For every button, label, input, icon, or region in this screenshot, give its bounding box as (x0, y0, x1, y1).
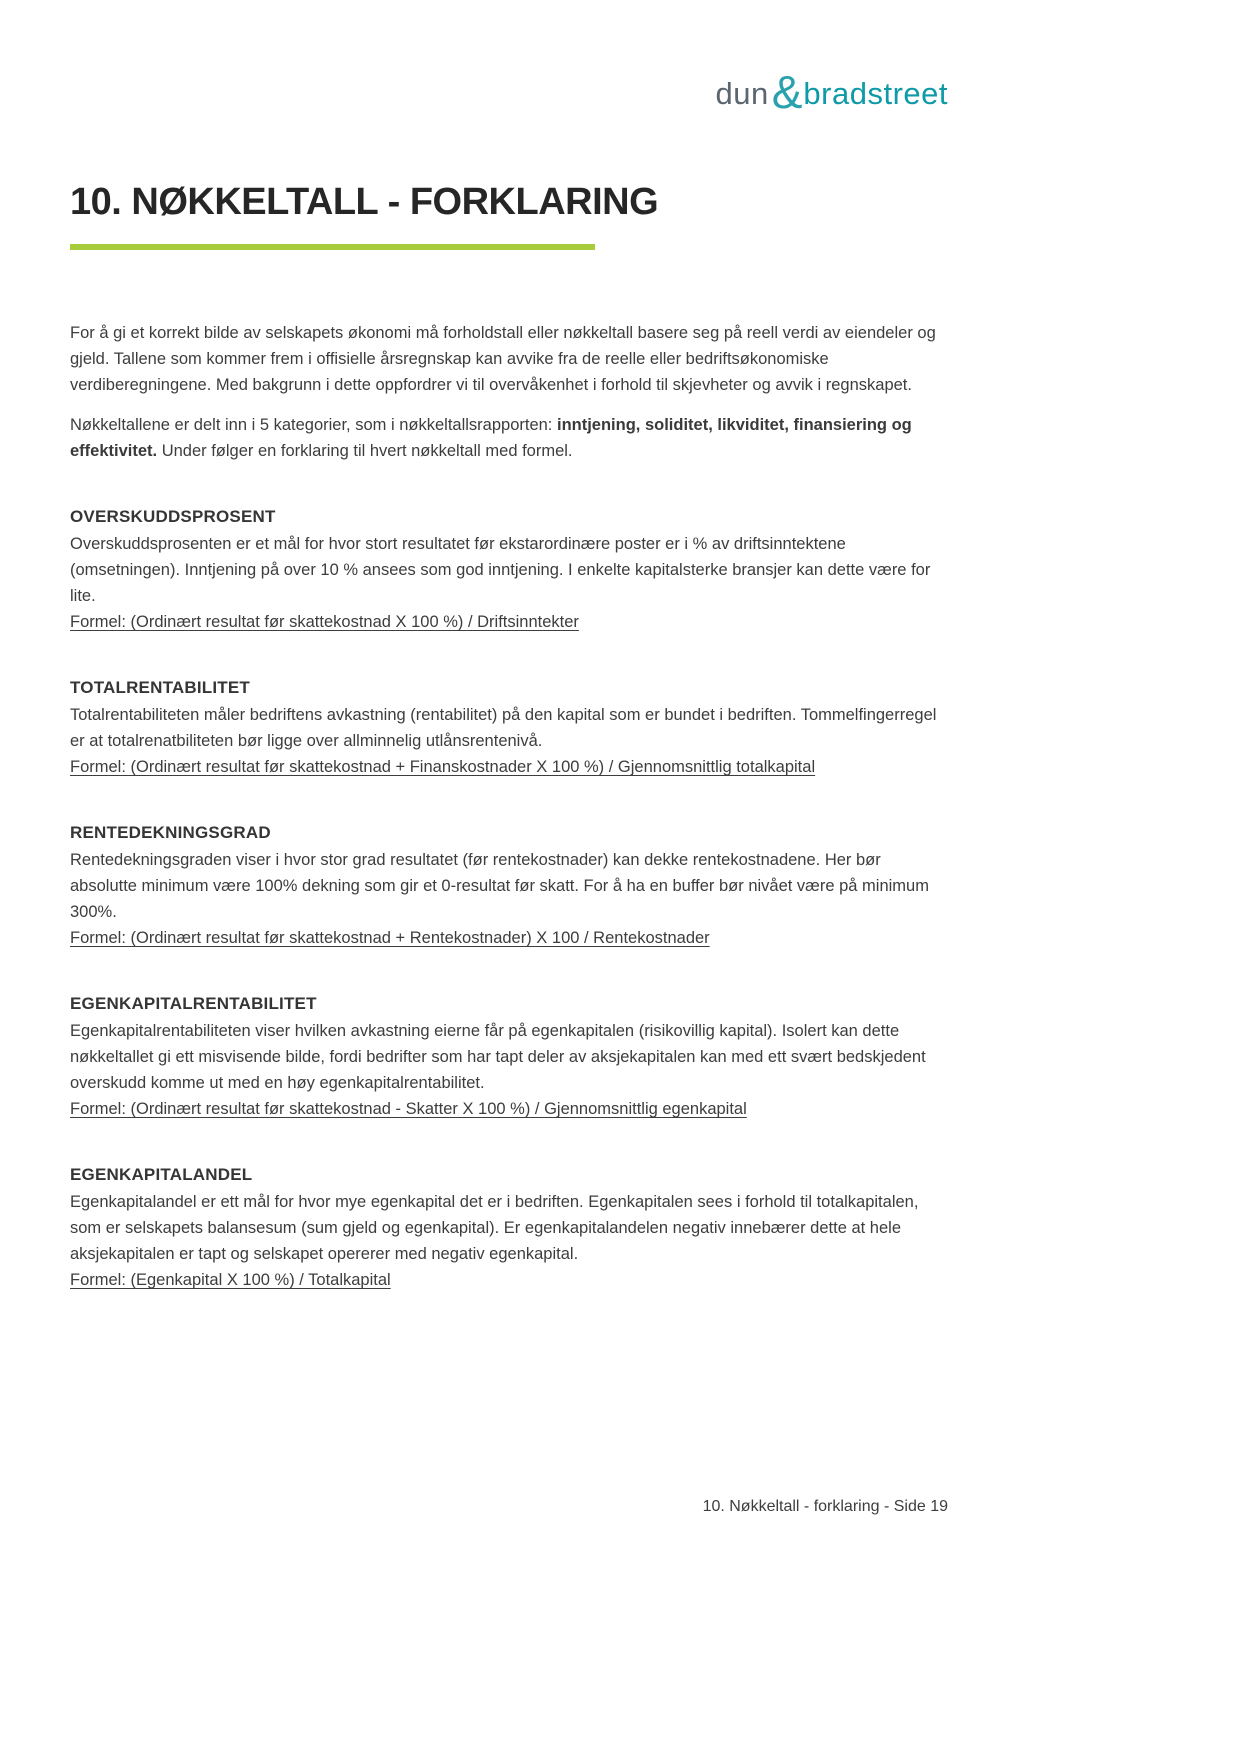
section-formula: Formel: (Ordinært resultat før skattekostnad + Finanskostnader X 100 %) / Gjennomsnittlig totalkapital (70, 758, 816, 776)
title-accent-rule (70, 244, 595, 250)
intro-paragraph-2-categories: inntjening, soliditet, likviditet, finansiering og effektivitet. (70, 416, 912, 460)
section-totalrentabilitet (70, 677, 948, 780)
section-formula: Formel: (Ordinært resultat før skattekostnad X 100 %) / Driftsinntekter (70, 613, 579, 631)
section-heading: EGENKAPITALANDEL (70, 1165, 253, 1184)
section-body: Totalrentabiliteten måler bedriftens avkastning (rentabilitet) på den kapital som er bundet i bedriften. Tommelfingerregel er at totalrenatbiliteten bør ligge over allminnelig utlånsrentenivå. (70, 706, 937, 750)
section-body: Egenkapitalrentabiliteten viser hvilken avkastning eierne får på egenkapitalen (risikovillig kapital). Isolert kan dette nøkkeltallet gi ett misvisende bilde, fordi bedrifter som har tapt deler av aksjekapitalen kan med ett svært bedskjedent overskudd komme ut med en høy egenkapitalrentabilitet. (70, 1022, 926, 1092)
section-body: Overskuddsprosenten er et mål for hvor stort resultatet før ekstarordinære poster er i % av driftsinntektene (omsetningen). Inntjening på over 10 % ansees som god inntjening. I enkelte kapitalsterke bransjer kan dette være for lite. (70, 535, 931, 605)
section-rentedekningsgrad (70, 822, 948, 951)
section-body: Rentedekningsgraden viser i hvor stor grad resultatet (før rentekostnader) kan dekke rentekostnadene. Her bør absolutte minimum være 100% dekning som gir et 0-resultat før skatt. For å ha en buffer bør nivået være på minimum 300%. (70, 851, 929, 921)
intro-paragraph-2 (70, 412, 948, 464)
intro-paragraph-2-tail: Under følger en forklaring til hvert nøkkeltall med formel. (157, 442, 573, 460)
intro-paragraph-2-lead: Nøkkeltallene er delt inn i 5 kategorier, som i nøkkeltallsrapporten: (70, 416, 557, 434)
section-heading: TOTALRENTABILITET (70, 678, 250, 697)
section-egenkapitalrentabilitet (70, 993, 948, 1122)
section-body: Egenkapitalandel er ett mål for hvor mye egenkapital det er i bedriften. Egenkapitalen sees i forhold til totalkapitalen, som er selskapets balansesum (sum gjeld og egenkapital). Er egenkapitalandelen negativ innebærer dette at hele aksjekapitalen er tapt og selskapet opererer med negativ egenkapital. (70, 1193, 919, 1263)
page-content (70, 0, 948, 1293)
section-heading: EGENKAPITALRENTABILITET (70, 994, 317, 1013)
section-egenkapitalandel (70, 1164, 948, 1293)
page-footer: 10. Nøkkeltall - forklaring - Side 19 (702, 1498, 948, 1515)
section-overskuddsprosent (70, 506, 948, 635)
section-heading: RENTEDEKNINGSGRAD (70, 823, 271, 842)
logo-text-dun: dun (715, 76, 769, 111)
page-title: 10. NØKKELTALL - FORKLARING (70, 181, 659, 223)
dun-bradstreet-logo (70, 0, 948, 120)
section-formula: Formel: (Ordinært resultat før skattekostnad + Rentekostnader) X 100 / Rentekostnader (70, 929, 710, 947)
section-formula: Formel: (Ordinært resultat før skattekostnad - Skatter X 100 %) / Gjennomsnittlig egenkapital (70, 1100, 747, 1118)
section-formula: Formel: (Egenkapital X 100 %) / Totalkapital (70, 1271, 391, 1289)
section-heading: OVERSKUDDSPROSENT (70, 507, 276, 526)
logo-text-bradstreet: bradstreet (803, 76, 948, 111)
ampersand-icon: & (771, 66, 803, 118)
intro-paragraph-1: For å gi et korrekt bilde av selskapets økonomi må forholdstall eller nøkkeltall basere seg på reell verdi av eiendeler og gjeld. Tallene som kommer frem i offisielle årsregnskap kan avvike fra de reelle eller bedriftsøkonomiske verdiberegningene. Med bakgrunn i dette oppfordrer vi til overvåkenhet i forhold til skjevheter og avvik i regnskapet. (70, 324, 936, 394)
